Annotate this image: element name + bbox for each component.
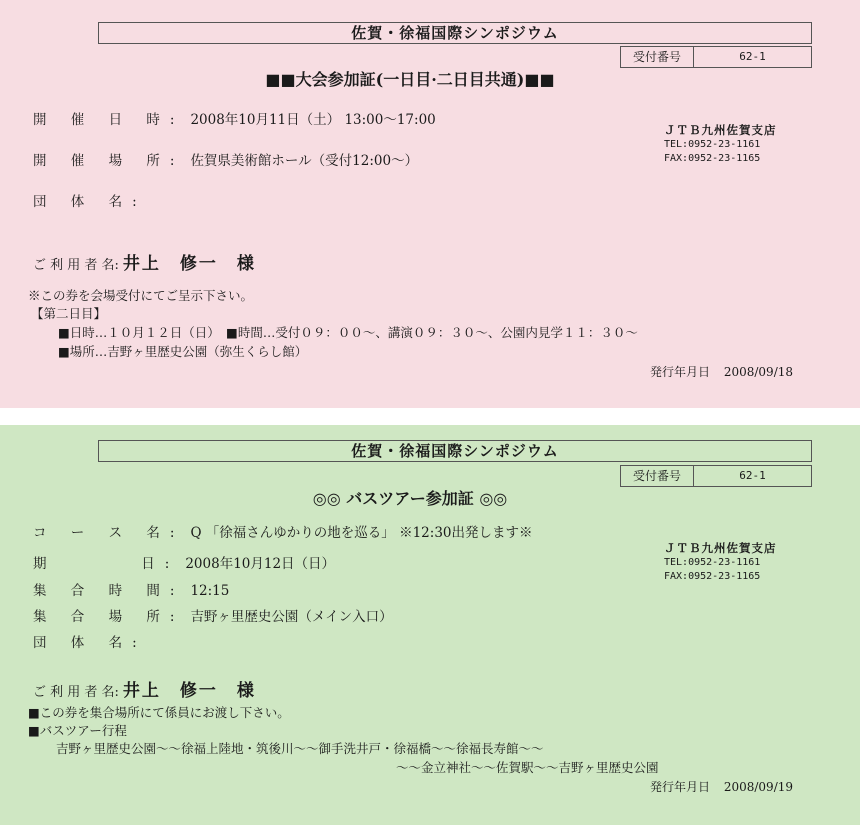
receipt-label: 受付番号 — [621, 466, 694, 486]
field-row — [33, 631, 153, 651]
field-label: 開 催 場 所: — [33, 153, 185, 169]
field-row — [33, 605, 393, 625]
field-label: 団 体 名: — [33, 194, 147, 210]
field-label: コ ー ス 名: — [33, 525, 185, 541]
user-name: 井上 修一 様 — [122, 254, 256, 274]
itinerary-line: 〜〜金立神社〜〜佐賀駅〜〜吉野ヶ里歴史公園 — [396, 760, 659, 775]
field-row — [33, 149, 418, 169]
bus-tour-ticket — [0, 425, 860, 825]
day2-location: ■場所…吉野ヶ里歴史公園（弥生くらし館） — [58, 344, 308, 359]
receipt-number-box — [620, 46, 812, 68]
divider-gap — [0, 408, 860, 425]
issue-date: 2008/09/19 — [723, 780, 794, 794]
agency-tel: TEL:0952-23-1161 — [664, 139, 761, 150]
agency-info — [664, 122, 777, 166]
issue-date-row — [650, 778, 793, 795]
agency-info — [664, 540, 777, 584]
agency-tel: TEL:0952-23-1161 — [664, 557, 761, 568]
agency-fax: FAX:0952-23-1165 — [664, 571, 761, 582]
field-row — [33, 579, 229, 599]
ticket-heading: ■■大会参加証(一日目·二日目共通)■■ — [265, 70, 555, 89]
day2-schedule: ■日時…１０月１２日（日） ■時間…受付０９：００〜、講演０９：３０〜、公園内見学１１：３０〜 — [58, 325, 638, 340]
issue-date-label: 発行年月日 — [650, 365, 711, 379]
issue-date-row — [650, 363, 793, 380]
field-value: 2008年10月12日（日） — [185, 556, 336, 572]
field-label: 団 体 名: — [33, 635, 147, 651]
field-row — [33, 108, 436, 128]
receipt-label: 受付番号 — [621, 47, 694, 67]
day2-title: 【第二日目】 — [31, 306, 107, 321]
field-row — [33, 190, 153, 210]
ticket-title: 佐賀・徐福国際シンポジウム — [98, 22, 812, 44]
field-value: Q 「徐福さんゆかりの地を巡る」 ※12:30出発します※ — [190, 525, 533, 541]
agency-name: ＪＴＢ九州佐賀支店 — [664, 123, 777, 137]
symposium-ticket — [0, 0, 860, 408]
field-label: 集 合 場 所: — [33, 609, 185, 625]
receipt-number: 62-1 — [739, 50, 766, 63]
field-label: 期 日: — [33, 556, 180, 572]
agency-name: ＪＴＢ九州佐賀支店 — [664, 541, 777, 555]
issue-date-label: 発行年月日 — [650, 780, 711, 794]
field-label: 集 合 時 間: — [33, 583, 185, 599]
field-value: 佐賀県美術館ホール（受付12:00〜） — [190, 153, 419, 169]
itinerary-line: 吉野ヶ里歴史公園〜〜徐福上陸地・筑後川〜〜御手洗井戸・徐福橋〜〜徐福長寿館〜〜 — [56, 741, 544, 756]
ticket-title: 佐賀・徐福国際シンポジウム — [98, 440, 812, 462]
notice-text: ■この券を集合場所にて係員にお渡し下さい。 — [28, 705, 290, 720]
field-value: 12:15 — [190, 583, 230, 599]
field-value: 吉野ヶ里歴史公園（メイン入口） — [190, 609, 393, 625]
receipt-number-box — [620, 465, 812, 487]
user-name-row — [33, 249, 256, 274]
user-label: ご 利 用 者 名: — [33, 685, 119, 700]
itinerary-title: ■バスツアー行程 — [28, 723, 127, 738]
user-name: 井上 修一 様 — [122, 681, 256, 701]
issue-date: 2008/09/18 — [723, 365, 794, 379]
notice-text: ※この券を会場受付にてご呈示下さい。 — [28, 288, 254, 303]
field-label: 開 催 日 時: — [33, 112, 185, 128]
field-row — [33, 552, 335, 572]
ticket-heading: ◎◎ バスツアー参加証 ◎◎ — [312, 489, 508, 508]
user-label: ご 利 用 者 名: — [33, 258, 119, 273]
field-value: 2008年10月11日（土） 13:00〜17:00 — [190, 112, 436, 128]
field-row — [33, 521, 533, 541]
user-name-row — [33, 676, 256, 701]
receipt-number: 62-1 — [739, 469, 766, 482]
agency-fax: FAX:0952-23-1165 — [664, 153, 761, 164]
